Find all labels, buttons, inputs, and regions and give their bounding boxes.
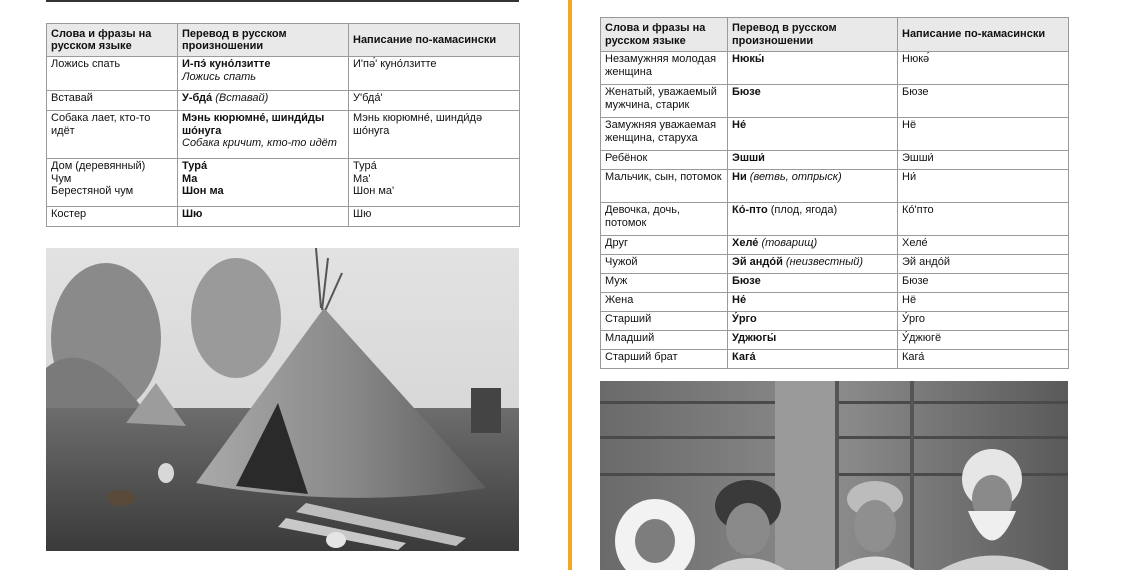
kamassian-spelling: Тура́ [353,160,377,172]
russian-phrase: Ложись спать [51,58,121,70]
kamassian-spelling: Шон ма' [353,185,395,197]
table-row [601,85,1069,118]
pronunciation-cell [178,57,349,91]
russian-phrase: Жена [601,293,728,312]
pronunciation-italic: (ветвь, отпрыск) [746,171,842,183]
table-row [601,350,1069,369]
pronunciation-bold: У-бда́ [182,92,213,104]
pronunciation-bold: И-пэ́ куно́лзитте [182,58,271,70]
table-row [601,274,1069,293]
table-row [601,151,1069,170]
pronunciation-bold: Мэнь кюрюмне́, шинди́ды шо́нуга [182,112,325,137]
pronunciation-cell [728,52,898,85]
table-row [601,118,1069,151]
kamassian-spelling: Ко́'пто [898,203,1069,236]
pronunciation-italic: (товарищ) [758,237,818,249]
pronunciation-bold: Ко́-пто [732,204,768,216]
top-rule [46,0,519,2]
pronunciation-cell [728,293,898,312]
pronunciation-bold: Бюзе [732,275,761,287]
pronunciation-bold: Нюкы́ [732,53,765,65]
left-page [0,0,568,570]
elders-illustration [600,381,1068,570]
russian-phrase: Замужняя уважаемая женщина, старуха [601,118,728,151]
table-row [601,312,1069,331]
russian-phrase-cell [47,207,178,227]
russian-phrase: Старший [601,312,728,331]
kamassian-spelling: Нюкә́ [898,52,1069,85]
pronunciation-cell [178,207,349,227]
russian-phrase: Муж [601,274,728,293]
kamassian-spelling: У́рго [898,312,1069,331]
russian-phrase: Младший [601,331,728,350]
pronunciation-cell [728,312,898,331]
pronunciation-cell [728,331,898,350]
right-page [572,0,1140,570]
pronunciation-italic: Ложись спать [182,70,257,83]
pronunciation-cell [728,151,898,170]
russian-phrase: Женатый, уважаемый мужчина, старик [601,85,728,118]
russian-phrase: Вставай [51,92,93,104]
russian-phrase: Чужой [601,255,728,274]
table-row [47,207,520,227]
vocabulary-table-left [46,23,520,227]
kamassian-spelling-cell [349,111,520,159]
kamassian-spelling: Ни́ [898,170,1069,203]
table-row [47,91,520,111]
chum-illustration [46,248,519,551]
kamassian-spelling: Нё [898,118,1069,151]
kamassian-spelling: И'пә́' куно́лзитте [353,58,437,70]
column-header: Написание по-камасински [349,24,520,57]
pronunciation-cell [728,170,898,203]
pronunciation-bold: Уджюгы́ [732,332,777,344]
kamassian-spelling: Шю [353,208,372,220]
pronunciation-bold: Бюзе [732,86,761,98]
table-row [601,170,1069,203]
pronunciation-italic: (неизвестный) [782,256,864,268]
pronunciation-cell [728,274,898,293]
table-row [47,57,520,91]
pronunciation-cell [728,236,898,255]
pronunciation-bold: Хеле́ [732,237,759,249]
kamassian-spelling: Эшши́ [898,151,1069,170]
pronunciation-bold: Шю [182,208,203,220]
pronunciation-bold: У́рго [732,313,757,325]
column-header: Перевод в русском произношении [178,24,349,57]
table-row [601,255,1069,274]
russian-phrase-cell [47,159,178,207]
pronunciation-bold: Кага́ [732,351,756,363]
pronunciation-cell [178,91,349,111]
column-header: Слова и фразы на русском языке [601,18,728,52]
table-row [47,159,520,207]
table-row [601,331,1069,350]
table-row [47,111,520,159]
russian-phrase-cell [47,91,178,111]
kamassian-spelling-cell [349,159,520,207]
table-row [601,293,1069,312]
pronunciation-note: (плод, ягода) [767,204,838,216]
table-row [601,52,1069,85]
pronunciation-cell [178,159,349,207]
russian-phrase: Старший брат [601,350,728,369]
kamassian-spelling: Мэнь кюрюмне́, шинди́дә шо́нуга [353,112,483,137]
table-row [601,236,1069,255]
kamassian-spelling: Бюзе [898,85,1069,118]
kamassian-spelling: Кага́ [898,350,1069,369]
russian-phrase: Берестяной чум [51,185,134,197]
kamassian-spelling: У́джюгё [898,331,1069,350]
table-row [601,203,1069,236]
pronunciation-cell [728,255,898,274]
russian-phrase: Ребёнок [601,151,728,170]
pronunciation-bold: Ма [182,172,198,185]
russian-phrase: Чум [51,172,72,185]
table-header-row [47,24,520,57]
column-header: Слова и фразы на русском языке [47,24,178,57]
russian-phrase: Незамужняя молодая женщина [601,52,728,85]
russian-phrase: Мальчик, сын, потомок [601,170,728,203]
elders-photo [600,381,1068,570]
pronunciation-bold: Ни [732,171,747,183]
russian-phrase: Костер [51,208,87,220]
russian-phrase: Девочка, дочь, потомок [601,203,728,236]
vocabulary-table-right [600,17,1069,369]
kamassian-spelling: Эй андо́й [898,255,1069,274]
russian-phrase: Друг [601,236,728,255]
pronunciation-bold: Эшши́ [732,152,765,164]
kamassian-spelling: Бюзе [898,274,1069,293]
pronunciation-bold: Тура́ [182,160,208,172]
pronunciation-bold: Шон ма [182,185,224,197]
column-header: Написание по-камасински [898,18,1069,52]
pronunciation-italic: Собака кричит, кто-то идёт [182,137,337,149]
pronunciation-cell [178,111,349,159]
kamassian-spelling: Нё [898,293,1069,312]
kamassian-spelling-cell [349,57,520,91]
russian-phrase-cell [47,57,178,91]
chum-photo [46,248,519,551]
kamassian-spelling: У'бда́' [353,92,383,104]
russian-phrase-cell [47,111,178,159]
kamassian-spelling: Хеле́ [898,236,1069,255]
pronunciation-cell [728,85,898,118]
russian-phrase: Дом (деревянный) [51,160,146,172]
pronunciation-cell [728,203,898,236]
kamassian-spelling-cell [349,91,520,111]
russian-phrase: Собака лает, кто-то идёт [51,112,151,137]
pronunciation-italic: (Вставай) [212,92,269,104]
table-header-row [601,18,1069,52]
pronunciation-cell [728,118,898,151]
pronunciation-bold: Эй андо́й [732,256,783,268]
pronunciation-cell [728,350,898,369]
kamassian-spelling: Ма' [353,172,371,185]
column-header: Перевод в русском произношении [728,18,898,52]
pronunciation-bold: Не́ [732,119,747,131]
pronunciation-bold: Не́ [732,294,747,306]
kamassian-spelling-cell [349,207,520,227]
